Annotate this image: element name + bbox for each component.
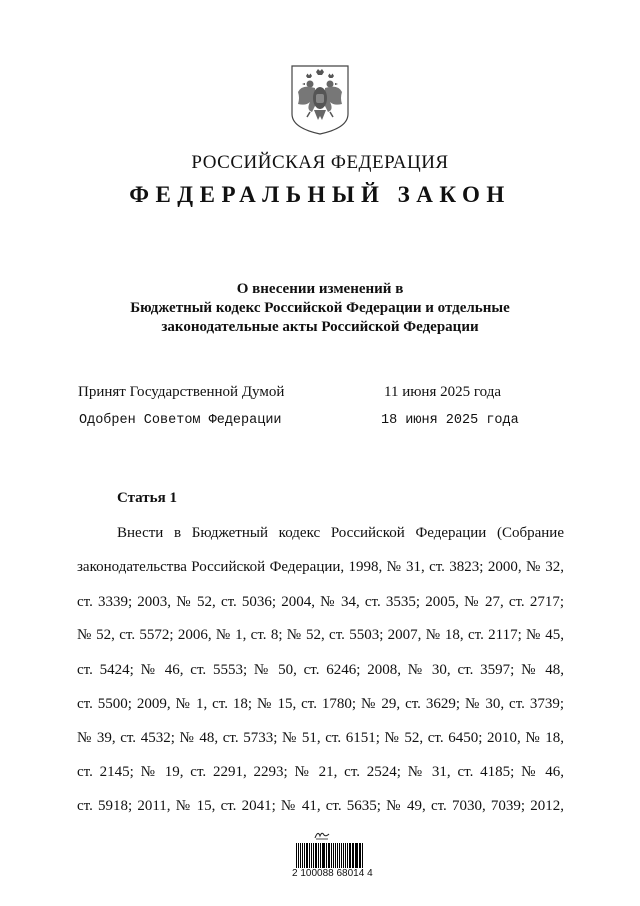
article-text-line: ст. 5500; 2009, № 1, ст. 18; № 15, ст. 1780; № 29, ст. 3629; № 30, ст. 3739; <box>77 696 564 712</box>
article-text-line: Внести в Бюджетный кодекс Российской Федерации (Собрание <box>117 525 564 541</box>
article-text-line: № 52, ст. 5572; 2006, № 1, ст. 8; № 52, ст. 5503; 2007, № 18, ст. 2117; № 45, <box>77 627 564 643</box>
article-text-line: № 39, ст. 4532; № 48, ст. 5733; № 51, ст. 6151; № 52, ст. 6450; 2010, № 18, <box>77 730 564 746</box>
barcode-bar <box>318 843 319 868</box>
barcode-bar <box>309 843 310 868</box>
barcode-bar <box>339 843 340 868</box>
barcode-bar <box>335 843 337 868</box>
barcode-bar <box>333 843 334 868</box>
barcode <box>292 828 373 880</box>
barcode-bar <box>326 843 327 868</box>
barcode-bar <box>313 843 315 868</box>
barcode-bar <box>296 843 297 868</box>
law-title-line: Бюджетный кодекс Российской Федерации и отдельные <box>130 300 510 316</box>
barcode-bar <box>320 843 321 868</box>
document-type: ФЕДЕРАЛЬНЫЙ ЗАКОН <box>129 182 511 207</box>
barcode-bar <box>302 843 303 868</box>
barcode-bar <box>328 843 330 868</box>
barcode-bar <box>355 843 357 868</box>
barcode-bar <box>362 843 363 868</box>
coat-of-arms-icon <box>288 62 352 136</box>
barcode-bar <box>311 843 312 868</box>
country-name: РОССИЙСКАЯ ФЕДЕРАЦИЯ <box>191 152 449 173</box>
law-title-line: О внесении изменений в <box>236 281 404 297</box>
barcode-bar <box>359 843 360 868</box>
duma-adoption-label: Принят Государственной Думой <box>78 384 285 400</box>
barcode-bar <box>322 843 323 868</box>
duma-adoption-date: 11 июня 2025 года <box>384 384 501 400</box>
law-title <box>0 280 640 337</box>
barcode-bar <box>331 843 332 868</box>
barcode-bar <box>300 843 302 868</box>
law-title-line: законодательные акты Российской Федерации <box>161 319 479 335</box>
article-text-line: законодательства Российской Федерации, 1998, № 31, ст. 3823; 2000, № 32, <box>77 559 564 575</box>
barcode-bar <box>353 843 354 868</box>
barcode-bar <box>341 843 342 868</box>
council-approval-label: Одобрен Советом Федерации <box>79 413 282 428</box>
barcode-bar <box>347 843 348 868</box>
barcode-bar <box>337 843 338 868</box>
barcode-bar <box>343 843 345 868</box>
barcode-bar <box>360 843 361 868</box>
barcode-bar <box>306 843 308 868</box>
article-text-line: ст. 5424; № 46, ст. 5553; № 50, ст. 6246; 2008, № 30, ст. 3597; № 48, <box>77 662 564 678</box>
article-text-line: ст. 5918; 2011, № 15, ст. 2041; № 41, ст. 5635; № 49, ст. 7030, 7039; 2012, <box>77 798 564 814</box>
initials-mark-icon <box>314 828 330 840</box>
article-text-line: ст. 2145; № 19, ст. 2291, 2293; № 21, ст. 2524; № 31, ст. 4185; № 46, <box>77 764 564 780</box>
article-text-line: ст. 3339; 2003, № 52, ст. 5036; 2004, № 34, ст. 3535; 2005, № 27, ст. 2717; <box>77 594 564 610</box>
council-approval-date: 18 июня 2025 года <box>381 413 519 428</box>
barcode-bar <box>323 843 325 868</box>
article-heading: Статья 1 <box>117 490 177 506</box>
barcode-bar <box>304 843 305 868</box>
barcode-bar <box>345 843 346 868</box>
barcode-bar <box>298 843 299 868</box>
barcode-bar <box>315 843 317 868</box>
barcode-number: 2 100088 68014 4 <box>292 868 373 879</box>
barcode-bar <box>352 843 353 868</box>
barcode-icon <box>296 843 364 868</box>
barcode-bar <box>349 843 351 868</box>
